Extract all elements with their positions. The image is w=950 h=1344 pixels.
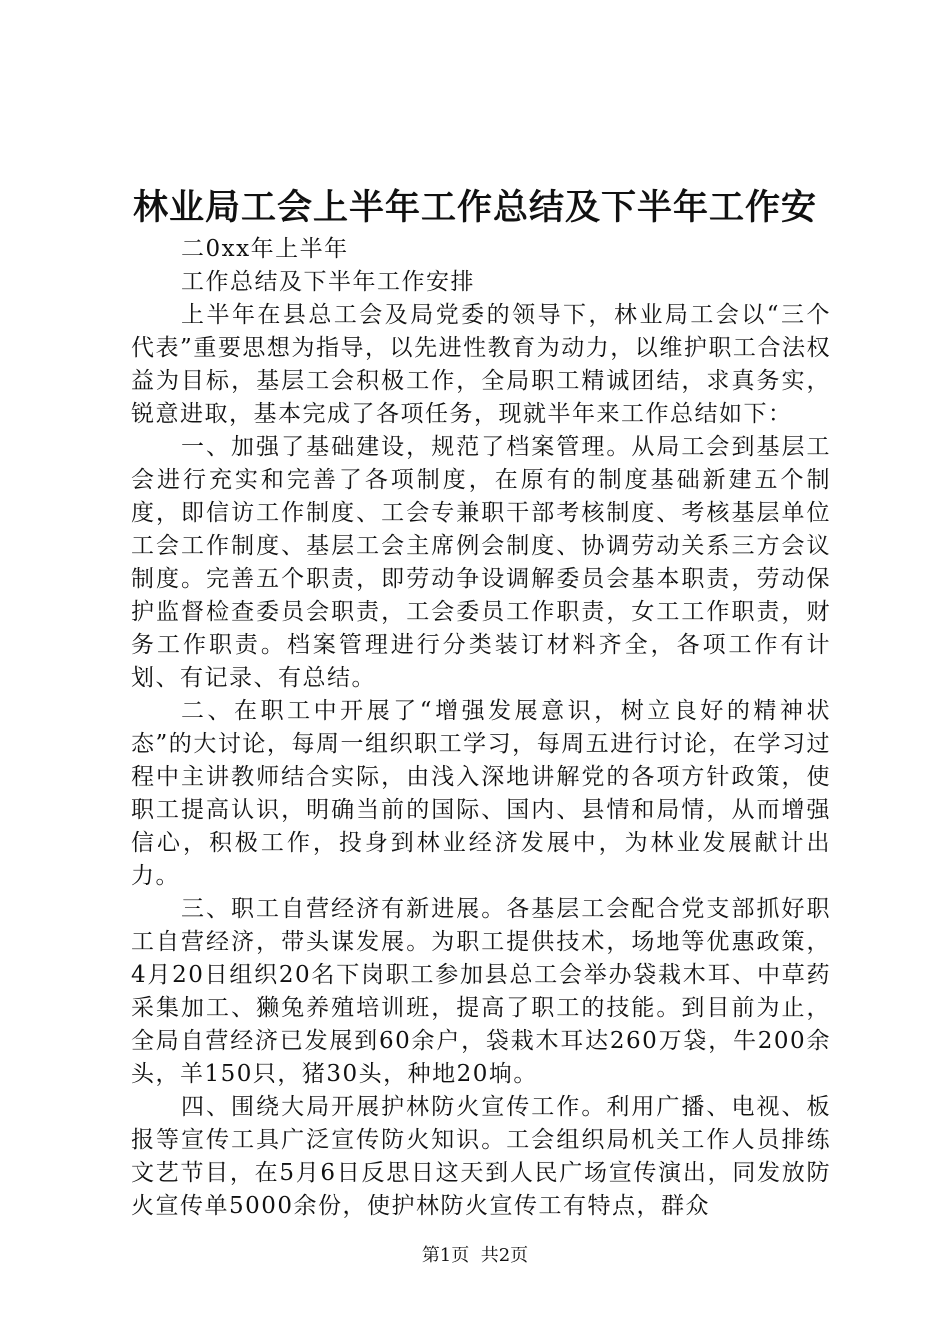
paragraph-section-1: 一、加强了基础建设，规范了档案管理。从局工会到基层工会进行充实和完善了各项制度，在原有的制度基础新建五个制度，即信访工作制度、工会专兼职干部考核制度、考核基层单位工会工作制度、基层工会主席例会制度、协调劳动关系三方会议制度。完善五个职责，即劳动争设调解委员会基本职责，劳动保护监督检查委员会职责，工会委员工作职责，女工工作职责，财务工作职责。档案管理进行分类装订材料齐全，各项工作有计划、有记录、有总结。 <box>131 434 831 691</box>
document-title: 林业局工会上半年工作总结及下半年工作安 <box>132 188 817 228</box>
paragraph-intro: 上半年在县总工会及局党委的领导下，林业局工会以“三个代表”重要思想为指导，以先进性教育为动力，以维护职工合法权益为目标，基层工会积极工作，全局职工精诚团结，求真务实，锐意进取，基本完成了各项任务，现就半年来工作总结如下： <box>131 302 831 427</box>
page-number: 第1页 共2页 <box>421 1245 529 1266</box>
document-body <box>131 233 831 1223</box>
page-footer <box>0 1243 950 1269</box>
paragraph-date: 二0xx年上半年 <box>181 236 349 262</box>
paragraph-section-3: 三、职工自营经济有新进展。各基层工会配合党支部抓好职工自营经济，带头谋发展。为职工提供技术，场地等优惠政策，4月20日组织20名下岗职工参加县总工会举办袋栽木耳、中草药采集加工、獭兔养殖培训班，提高了职工的技能。到目前为止，全局自营经济已发展到60余户，袋栽木耳达260万袋，牛200余头，羊150只，猪30头，种地20垧。 <box>131 896 831 1087</box>
paragraph-section-2: 二、在职工中开展了“增强发展意识，树立良好的精神状态”的大讨论，每周一组织职工学习，每周五进行讨论，在学习过程中主讲教师结合实际，由浅入深地讲解党的各项方针政策，使职工提高认识，明确当前的国际、国内、县情和局情，从而增强信心，积极工作，投身到林业经济发展中，为林业发展献计出力。 <box>131 698 831 889</box>
paragraph-section-4: 四、围绕大局开展护林防火宣传工作。利用广播、电视、板报等宣传工具广泛宣传防火知识。工会组织局机关工作人员排练文艺节目，在5月6日反思日这天到人民广场宣传演出，同发放防火宣传单5000余份，使护林防火宣传工有特点，群众 <box>131 1094 831 1219</box>
paragraph-subtitle: 工作总结及下半年工作安排 <box>181 269 475 295</box>
